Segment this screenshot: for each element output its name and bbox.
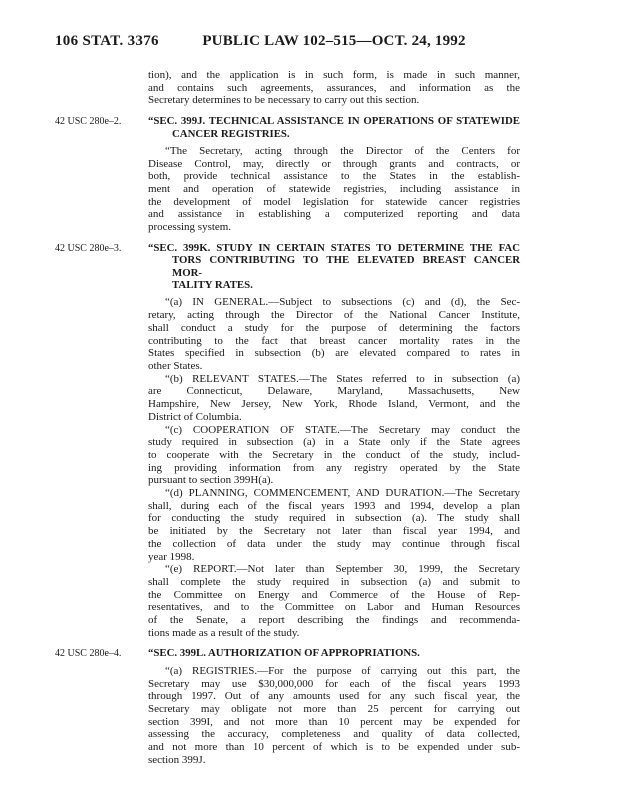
text-line: processing system. (148, 221, 232, 234)
text-line: both, provide technical assistance to the States in the establish- (148, 170, 520, 183)
subsection-d-planning-commencement-duration (148, 487, 520, 563)
text-line: and assistance in establishing a computerized reporting and data (148, 208, 520, 221)
text-line: retary, acting through the Director of the National Cancer Institute, (148, 309, 520, 322)
text-line: “The Secretary, acting through the Director of the Centers for (165, 144, 520, 157)
section-399j (55, 115, 520, 234)
section-399l (55, 647, 520, 766)
margin-note-42-usc-280e-3: 42 USC 280e–3. (55, 242, 122, 254)
text-line: pursuant to section 399H(a). (148, 474, 274, 487)
subsection-a-in-general (148, 296, 520, 372)
text-line: ing providing information from any registry operated by the State (148, 461, 520, 474)
section-399l-heading-block (55, 647, 520, 660)
text-line: Secretary may obligate not more than 25 percent for carrying out (148, 702, 520, 715)
subsection-c-cooperation-of-state (148, 424, 520, 488)
text-line: for conducting the study required in subsection (a). The study shall (148, 512, 520, 525)
text-line: “SEC. 399L. AUTHORIZATION OF APPROPRIATIONS. (148, 647, 420, 660)
text-line: States specified in subsection (b) are elevated compared to rates in (148, 347, 520, 360)
text-line: TALITY RATES. (172, 279, 253, 292)
text-line: Secretary may use $30,000,000 for each of the fiscal years 1993 (148, 677, 520, 690)
text-column (55, 69, 520, 766)
text-line: the collection of data under the study may continue through fiscal (148, 537, 520, 550)
section-399k-heading-block (55, 241, 520, 292)
text-line: be initiated by the Secretary not later than fiscal year 1994, and (148, 525, 520, 538)
text-line: “(a) IN GENERAL.—Subject to subsections (c) and (d), the Sec- (165, 296, 520, 309)
text-line: shall conduct a study for the purpose of determining the factors (148, 321, 520, 334)
section-399j-heading (148, 115, 520, 140)
section-399k-heading (148, 242, 520, 292)
section-399k (55, 241, 520, 640)
subsection-b-relevant-states (148, 373, 520, 424)
text-line: and contains such agreements, assurances, and information as the (148, 81, 520, 94)
text-line: other States. (148, 359, 203, 372)
text-line: TORS CONTRIBUTING TO THE ELEVATED BREAST CANCER MOR- (172, 254, 520, 279)
text-line: section 399I, and not more than 10 percent may be expended for (148, 715, 520, 728)
text-line: ment and operation of statewide registries, including assistance in (148, 183, 520, 196)
text-line: Disease Control, may, directly or through grants and contracts, or (148, 157, 520, 170)
text-line: section 399J. (148, 753, 206, 766)
text-line: “(d) PLANNING, COMMENCEMENT, AND DURATION.—The Secretary (165, 487, 520, 500)
section-399j-heading-block (55, 115, 520, 140)
text-line: Secretary determines to be necessary to carry out this section. (148, 94, 420, 107)
text-line: shall, during each of the fiscal years 1993 and 1994, develop a plan (148, 499, 520, 512)
text-line: “(e) REPORT.—Not later than September 30, 1999, the Secretary (165, 563, 520, 576)
text-line: “SEC. 399J. TECHNICAL ASSISTANCE IN OPERATIONS OF STATEWIDE (148, 115, 520, 128)
continuation-paragraph (148, 69, 520, 107)
text-line: contributing to the fact that breast cancer mortality rates in the (148, 334, 520, 347)
subsection-a-registries (148, 665, 520, 767)
text-line: the development of model legislation for statewide cancer registries (148, 195, 520, 208)
stat-page-citation: 106 STAT. 3376 (55, 33, 159, 49)
text-line: study required in subsection (a) in a State only if the State agrees (148, 436, 520, 449)
text-line: shall complete the study required in subsection (a) and submit to (148, 575, 520, 588)
subsection-e-report (148, 563, 520, 639)
text-line: resentatives, and to the Committee on Labor and Human Resources (148, 601, 520, 614)
text-line: “SEC. 399K. STUDY IN CERTAIN STATES TO DETERMINE THE FAC (148, 241, 520, 254)
text-line: and not more than 10 percent of which is to be expended under sub- (148, 741, 520, 754)
text-line: “(b) RELEVANT STATES.—The States referred to in subsection (a) (165, 372, 520, 385)
text-line: “(c) COOPERATION OF STATE.—The Secretary may conduct the (165, 423, 520, 436)
section-399l-heading (148, 647, 520, 659)
text-line: through 1997. Out of any amounts used for any such fiscal year, the (148, 690, 520, 703)
text-line: to cooperate with the Secretary in the conduct of the study, includ- (148, 448, 520, 461)
text-line: the Committee on Energy and Commerce of the House of Rep- (148, 588, 520, 601)
margin-note-42-usc-280e-2: 42 USC 280e–2. (55, 116, 122, 128)
margin-note-42-usc-280e-4: 42 USC 280e–4. (55, 648, 122, 660)
section-399j-paragraph (148, 145, 520, 234)
text-line: “(a) REGISTRIES.—For the purpose of carrying out this part, the (165, 664, 520, 677)
text-line: CANCER REGISTRIES. (172, 127, 290, 140)
text-line: of the Senate, a report describing the findings and recommenda- (148, 614, 520, 627)
text-line: assessing the accuracy, completeness and quality of data collected, (148, 728, 520, 741)
text-line: Hampshire, New Jersey, New York, Rhode Island, Vermont, and the (148, 398, 520, 411)
text-line: tion), and the application is in such form, is made in such manner, (148, 69, 520, 81)
text-line: year 1998. (148, 550, 195, 563)
law-title-header: PUBLIC LAW 102–515—OCT. 24, 1992 (202, 33, 466, 49)
text-line: tions made as a result of the study. (148, 626, 300, 639)
text-line: District of Columbia. (148, 410, 242, 423)
text-line: are Connecticut, Delaware, Maryland, Massachusetts, New (148, 385, 520, 398)
